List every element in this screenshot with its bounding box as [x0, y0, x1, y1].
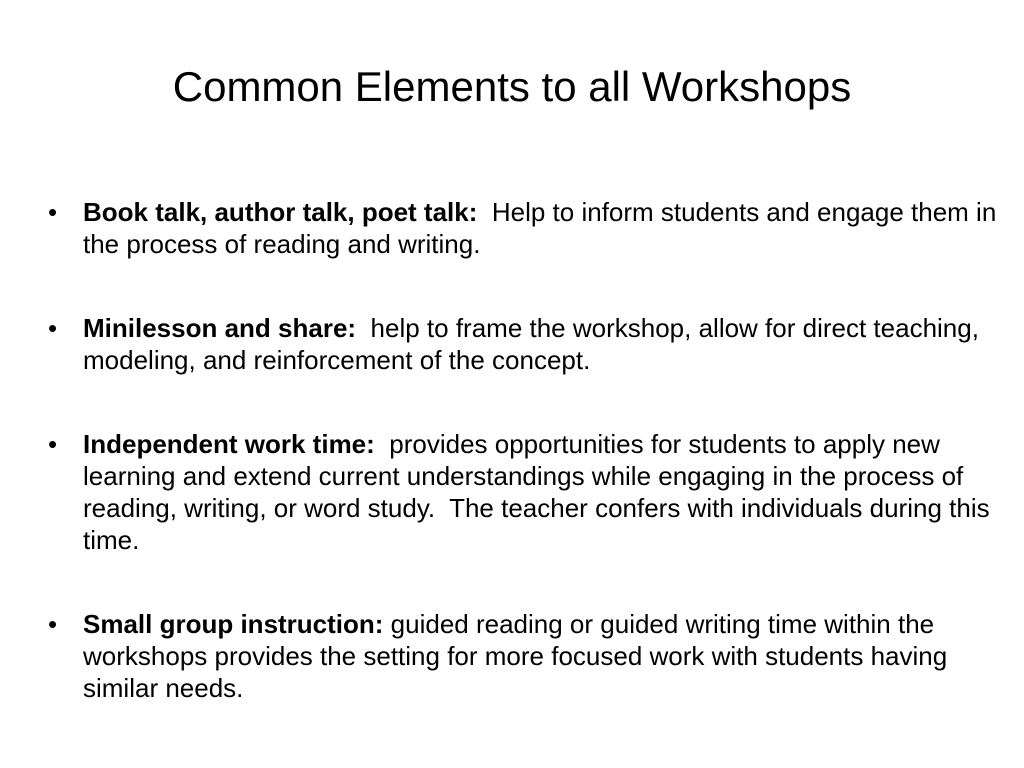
bullet-dot-icon: • [48, 313, 58, 343]
bullet-item-minilesson [48, 312, 998, 376]
bullet-dot-icon: • [48, 429, 58, 459]
bullet-term: Small group instruction: [83, 609, 384, 639]
bullet-item-independent-work [48, 428, 998, 556]
bullet-text: Help to inform students and engage them in the process of reading and writing. [83, 197, 1004, 259]
bullet-text: provides opportunities for students to apply new learning and extend current understandings while engaging in the process of reading, writing, or word study. The teacher confers with individuals during this time. [83, 429, 997, 555]
bullet-item-book-talk [48, 196, 1004, 260]
bullet-term: Book talk, author talk, poet talk: [83, 197, 478, 227]
bullet-text: guided reading or guided writing time within the workshops provides the setting for more focused work with students having similar needs. [83, 609, 955, 703]
bullet-term: Minilesson and share: [83, 313, 357, 343]
bullet-dot-icon: • [48, 609, 58, 639]
bullet-list [48, 196, 1004, 704]
bullet-dot-icon: • [48, 197, 58, 227]
bullet-item-small-group [48, 608, 998, 704]
bullet-term: Independent work time: [83, 429, 375, 459]
bullet-text: help to frame the workshop, allow for direct teaching, modeling, and reinforcement of the concept. [83, 313, 987, 375]
slide-title: Common Elements to all Workshops [172, 63, 852, 110]
